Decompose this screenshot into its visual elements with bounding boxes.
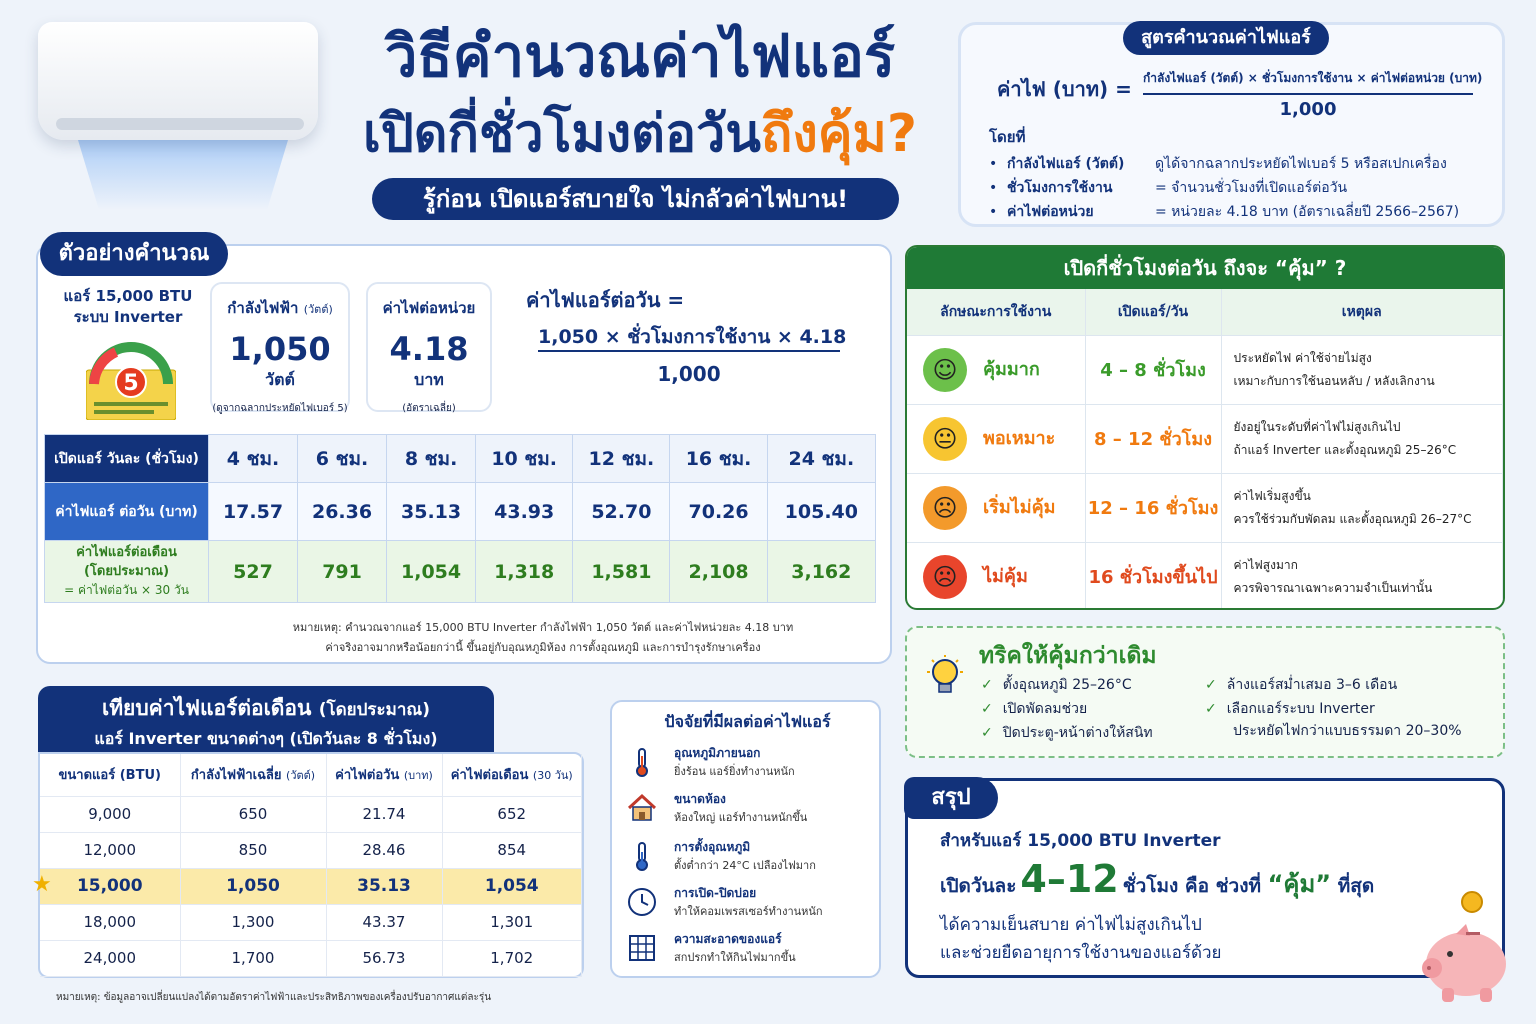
ac-vent bbox=[56, 118, 304, 130]
frown-face-icon: ☹ bbox=[923, 486, 967, 530]
daily-formula-denominator: 1,000 bbox=[657, 362, 721, 386]
table-row-monthly: ค่าไฟแอร์ต่อเดือน (โดยประมาณ) = ค่าไฟต่อวัน × 30 วัน 527 791 1,054 1,318 1,581 2,108 3,162 bbox=[45, 541, 876, 603]
formula-fraction-line bbox=[1143, 93, 1473, 95]
piggy-bank-icon bbox=[1416, 888, 1516, 1008]
power-card: กำลังไฟฟ้า (วัตต์) 1,050 วัตต์ (ดูจากฉลากประหยัดไฟเบอร์ 5) bbox=[210, 282, 350, 412]
happy-face-icon: ☺ bbox=[923, 348, 967, 392]
tips-panel bbox=[905, 626, 1505, 758]
rate-value: 4.18 bbox=[389, 330, 469, 368]
energy-label-5-icon bbox=[86, 340, 176, 420]
thermometer-icon bbox=[626, 840, 658, 872]
summary-panel bbox=[905, 778, 1505, 978]
daily-fraction-line bbox=[538, 350, 840, 352]
table-header: ลักษณะการใช้งาน เปิดแอร์/วัน เหตุผล bbox=[907, 289, 1503, 335]
cold-air-flow bbox=[78, 140, 288, 210]
factor-item: การตั้งอุณหภูมิ ตั้งต่ำกว่า 24°C เปลืองไฟมาก bbox=[626, 838, 876, 884]
table-row: 9,000 650 21.74 652 bbox=[40, 796, 582, 832]
table-row-daily: ค่าไฟแอร์ ต่อวัน (บาท) 17.57 26.36 35.13 43.93 52.70 70.26 105.40 bbox=[45, 483, 876, 541]
example-cost-table bbox=[44, 434, 876, 603]
worth-panel bbox=[905, 245, 1505, 610]
thermometer-hot-icon bbox=[626, 746, 658, 778]
factors-panel bbox=[610, 700, 881, 978]
monthly-compare-heading: เทียบค่าไฟแอร์ต่อเดือน (โดยประมาณ) แอร์ Inverter ขนาดต่างๆ (เปิดวันละ 8 ชั่วโมง) bbox=[38, 686, 494, 754]
table-row: 12,000 850 28.46 854 bbox=[40, 832, 582, 868]
factor-item: อุณหภูมิภายนอก ยิ่งร้อน แอร์ยิ่งทำงานหนัก bbox=[626, 744, 876, 790]
daily-formula-title: ค่าไฟแอร์ต่อวัน = bbox=[526, 288, 685, 312]
daily-formula-numerator: 1,050 × ชั่วโมงการใช้งาน × 4.18 bbox=[538, 326, 847, 348]
page-title-line2: เปิดกี่ชั่วโมงต่อวันถึงคุ้ม? bbox=[363, 104, 917, 164]
example-heading: ตัวอย่างคำนวณ bbox=[40, 232, 228, 276]
filter-icon bbox=[626, 932, 658, 964]
formula-denominator: 1,000 bbox=[1279, 99, 1337, 120]
table-row-highlighted: 15,000 1,050 35.13 1,054 bbox=[40, 868, 582, 904]
table-header: ขนาดแอร์ (BTU) กำลังไฟฟ้าเฉลี่ย (วัตต์) ค่าไฟต่อวัน (บาท) ค่าไฟต่อเดือน (30 วัน) bbox=[40, 754, 582, 796]
summary-line1: สำหรับแอร์ 15,000 BTU Inverter bbox=[940, 831, 1221, 851]
factor-item: การเปิด-ปิดบ่อย ทำให้คอมเพรสเซอร์ทำงานหนัก bbox=[626, 884, 876, 930]
factor-item: ความสะอาดของแอร์ สกปรกทำให้กินไฟมากขึ้น bbox=[626, 930, 876, 976]
tip-item: ✓ เปิดพัดลมช่วย bbox=[981, 701, 1088, 717]
table-row: 18,000 1,300 43.37 1,301 bbox=[40, 904, 582, 940]
formula-numerator: กำลังไฟแอร์ (วัตต์) × ชั่วโมงการใช้งาน × ค่าไฟต่อหน่วย (บาท) bbox=[1143, 71, 1483, 85]
table-row: 24,000 1,700 56.73 1,702 bbox=[40, 940, 582, 976]
table-row-hours: เปิดแอร์ วันละ (ชั่วโมง) 4 ชม. 6 ชม. 8 ชม. 10 ชม. 12 ชม. 16 ชม. 24 ชม. bbox=[45, 435, 876, 483]
table-row: 😐 พอเหมาะ 8 – 12 ชั่วโมง ยังอยู่ในระดับที่ค่าไฟไม่สูงเกินไป ถ้าแอร์ Inverter และตั้งอุณหภูมิ 25–26°C bbox=[907, 404, 1503, 473]
rate-card: ค่าไฟต่อหน่วย 4.18 บาท (อัตราเฉลี่ย) bbox=[366, 282, 492, 412]
formula-def: • ชั่วโมงการใช้งาน = จำนวนชั่วโมงที่เปิดแอร์ต่อวัน bbox=[989, 180, 1348, 196]
lightbulb-icon bbox=[925, 654, 965, 702]
example-ac-name: แอร์ 15,000 BTU ระบบ Inverter bbox=[63, 287, 193, 326]
house-icon bbox=[626, 792, 658, 824]
formula-where: โดยที่ bbox=[989, 128, 1026, 146]
formula-def: • ค่าไฟต่อหน่วย = หน่วยละ 4.18 บาท (อัตราเฉลี่ยปี 2566–2567) bbox=[989, 204, 1460, 220]
sad-face-icon: ☹ bbox=[923, 555, 967, 599]
summary-line2: เปิดวันละ 4–12 ชั่วโมง คือ ช่วงที่ “คุ้ม” ที่สุด bbox=[940, 857, 1375, 901]
tip-item: ✓ ปิดประตู-หน้าต่างให้สนิท bbox=[981, 725, 1153, 741]
formula-lhs: ค่าไฟ (บาท) = bbox=[997, 77, 1132, 101]
page-subtitle: รู้ก่อน เปิดแอร์สบายใจ ไม่กลัวค่าไฟบาน! bbox=[372, 178, 899, 220]
formula-panel bbox=[958, 22, 1505, 227]
air-conditioner-illustration bbox=[38, 22, 318, 152]
page-title-line1: วิธีคำนวณค่าไฟแอร์ bbox=[384, 22, 896, 90]
monthly-compare-table bbox=[40, 754, 582, 977]
monthly-compare-note: หมายเหตุ: ข้อมูลอาจเปลี่ยนแปลงได้ตามอัตราค่าไฟฟ้าและประสิทธิภาพของเครื่องปรับอากาศแต่ละรุ่น bbox=[56, 992, 492, 1003]
table-row: ☺ คุ้มมาก 4 – 8 ชั่วโมง ประหยัดไฟ ค่าใช้จ่ายไม่สูง เหมาะกับการใช้นอนหลับ / หลังเลิกงาน bbox=[907, 335, 1503, 404]
summary-details: ได้ความเย็นสบาย ค่าไฟไม่สูงเกินไป และช่วยยืดอายุการใช้งานของแอร์ด้วย bbox=[940, 915, 1222, 963]
tip-item-extra: ประหยัดไฟกว่าแบบธรรมดา 20–30% bbox=[1233, 723, 1462, 739]
worth-heading: เปิดกี่ชั่วโมงต่อวัน ถึงจะ “คุ้ม” ? bbox=[907, 247, 1503, 289]
table-row: ☹ ไม่คุ้ม 16 ชั่วโมงขึ้นไป ค่าไฟสูงมาก ควรพิจารณาเฉพาะความจำเป็นเท่านั้น bbox=[907, 542, 1503, 610]
tips-heading: ทริคให้คุ้มกว่าเดิม bbox=[979, 643, 1157, 669]
example-panel bbox=[36, 241, 892, 664]
neutral-face-icon: 😐 bbox=[923, 417, 967, 461]
factors-heading: ปัจจัยที่มีผลต่อค่าไฟแอร์ bbox=[664, 712, 831, 731]
tip-item: ✓ ล้างแอร์สม่ำเสมอ 3–6 เดือน bbox=[1205, 677, 1398, 693]
star-icon: ★ bbox=[32, 872, 52, 897]
energy-label-number: 5 bbox=[123, 371, 139, 396]
factor-item: ขนาดห้อง ห้องใหญ่ แอร์ทำงานหนักขึ้น bbox=[626, 790, 876, 836]
power-value: 1,050 bbox=[229, 330, 331, 368]
clock-icon bbox=[626, 886, 658, 918]
tip-item: ✓ ตั้งอุณหภูมิ 25–26°C bbox=[981, 677, 1132, 693]
formula-def: • กำลังไฟแอร์ (วัตต์) ดูได้จากฉลากประหยัดไฟเบอร์ 5 หรือสเปกเครื่อง bbox=[989, 156, 1447, 172]
page-title-highlight: ถึงคุ้ม? bbox=[760, 104, 917, 164]
tip-item: ✓ เลือกแอร์ระบบ Inverter bbox=[1205, 701, 1375, 717]
table-row: ☹ เริ่มไม่คุ้ม 12 – 16 ชั่วโมง ค่าไฟเริ่มสูงขึ้น ควรใช้ร่วมกับพัดลม และตั้งอุณหภูมิ 26–27°C bbox=[907, 473, 1503, 542]
example-note: หมายเหตุ: คำนวณจากแอร์ 15,000 BTU Inverter กำลังไฟฟ้า 1,050 วัตต์ และค่าไฟหน่วยละ 4.18 บาท ค่าจริงอาจมากหรือน้อยกว่านี้ ขึ้นอยู่กับอุณหภูมิห้อง การตั้งอุณหภูมิ และการบำรุงรักษาเครื่อง bbox=[292, 621, 794, 654]
monthly-compare-panel bbox=[38, 752, 584, 978]
formula-heading: สูตรคำนวณค่าไฟแอร์ bbox=[1123, 21, 1329, 55]
summary-heading: สรุป bbox=[904, 777, 998, 819]
worth-table bbox=[907, 289, 1503, 610]
